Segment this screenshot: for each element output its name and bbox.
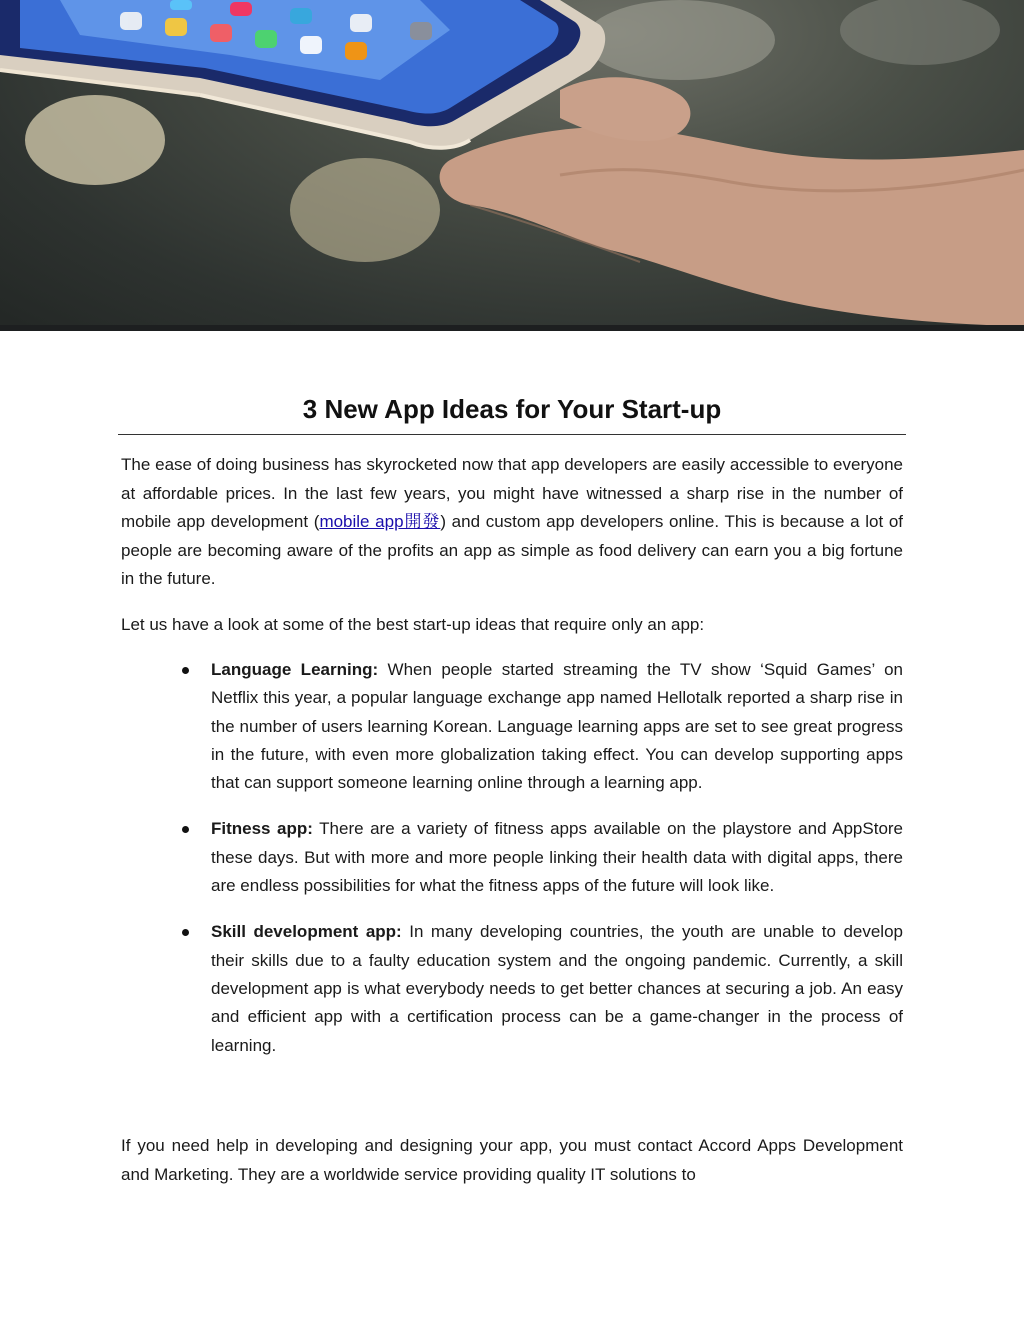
list-item-fitness-app (176, 815, 903, 900)
article-title: 3 New App Ideas for Your Start-up (302, 394, 722, 424)
closing-paragraph: If you need help in developing and designing your app, you must contact Accord Apps Development and Marketing. They are a worldwide service providing quality IT solutions to (121, 1136, 903, 1184)
idea-heading: Language Learning: (211, 660, 379, 679)
lead-in-paragraph: Let us have a look at some of the best start-up ideas that require only an app: (121, 615, 705, 634)
hand-holding-phone-illustration (0, 0, 1024, 331)
hero-image (0, 0, 1024, 331)
intro-paragraph (121, 451, 903, 594)
bullet-icon (182, 826, 189, 833)
list-item-language-learning (176, 656, 903, 797)
idea-heading: Skill development app: (211, 922, 402, 942)
bullet-icon (182, 667, 189, 674)
intro-text-before-link: The ease of doing business has skyrocketed now that app developers are easily accessible to everyone at affordable prices. In the last few years, you might have witnessed a sharp rise in the number of mobile app development ( (121, 455, 903, 531)
intro-text-after-link: ) and custom app developers online. This is because a lot of people are becoming aware of the profits an app as simple as food delivery can earn you a big fortune in the future. (121, 512, 904, 588)
idea-text: When people started streaming the TV show ‘Squid Games’ on Netflix this year, a popular language exchange app named Hellotalk reported a sharp rise in the number of users learning Korean. Language learning apps are set to see great progress in the future, with even more globalization taking effect. You can develop supporting apps that can support someone learning online through a learning app. (211, 660, 903, 793)
hero-frame-border (0, 325, 1024, 331)
idea-text: There are a variety of fitness apps available on the playstore and AppStore these days. But with more and more people linking their health data with digital apps, there are endless possibilities for what the fitness apps of the future will look like. (211, 819, 904, 896)
idea-text: In many developing countries, the youth are unable to develop their skills due to a faulty education system and the ongoing pandemic. Currently, a skill development app is what everybody needs to get better chances at securing a job. An easy and efficient app with a certification process can be a game-changer in the process of learning. (211, 922, 903, 1055)
list-item-skill-development-app (176, 918, 903, 1059)
bullet-icon (182, 929, 189, 936)
idea-heading: Fitness app: (211, 819, 313, 839)
mobile-app-link[interactable]: mobile app開發 (319, 512, 441, 531)
title-divider (118, 434, 906, 435)
app-ideas-list (176, 656, 903, 1078)
